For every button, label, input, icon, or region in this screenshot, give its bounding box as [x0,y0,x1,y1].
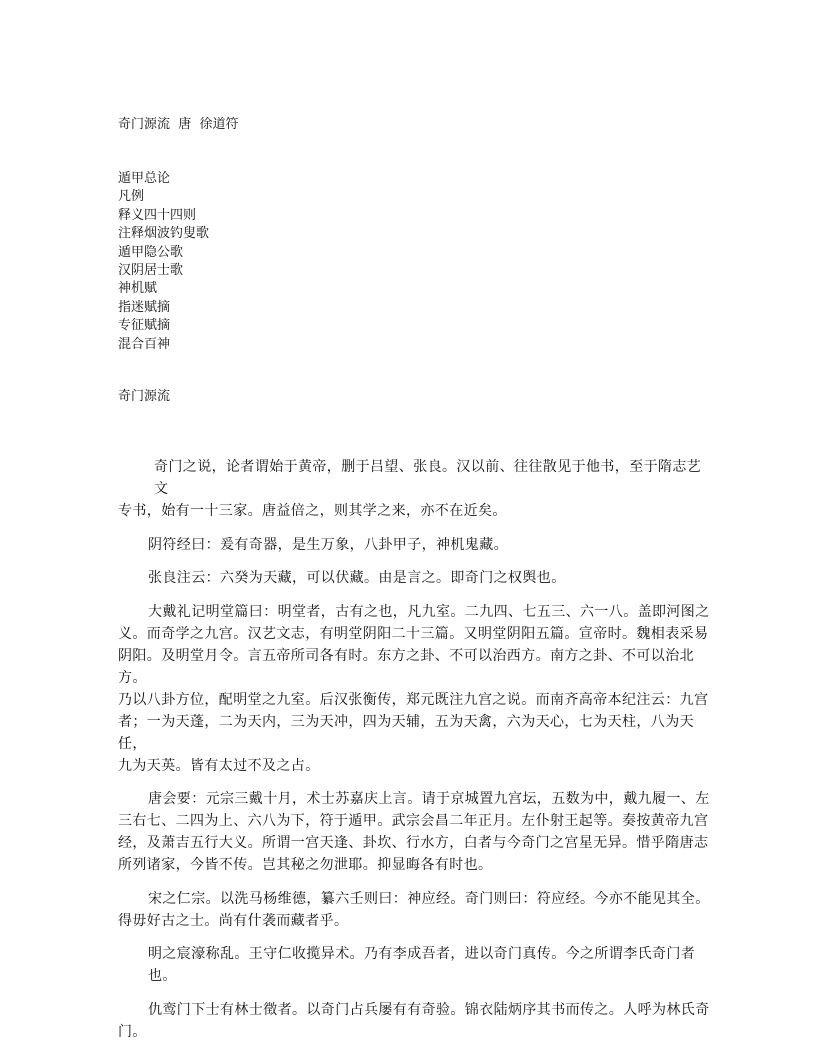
paragraph [118,788,710,876]
toc-item: 注释烟波钓叟歌 [118,226,210,242]
table-of-contents [118,170,209,354]
paragraph-line: 大戴礼记明堂篇曰：明堂者，古有之也，凡九室。二九四、七五三、六一八。盖即河图之 [148,603,710,620]
paragraph [118,567,710,589]
paragraph-line: 仇鸾门下士有林士徵者。以奇门占兵屡有有奇验。锦衣陆炳序其书而传之。人呼为林氏奇 [148,1001,710,1018]
paragraph [118,888,710,932]
paragraph-line: 三右七、二四为上、六八为下，符于遁甲。武宗会昌二年正月。左仆射王起等。奏按黄帝九宫 [118,813,709,829]
toc-item: 释义四十四则 [118,207,197,223]
paragraph [118,456,710,522]
paragraph-line: 乃以八卦方位，配明堂之九室。后汉张衡传，郑元既注九宫之说。而南齐高帝本纪注云：九宫 [118,691,709,708]
toc-item: 凡例 [118,189,145,205]
paragraph-line: 阴阳。及明堂月令。言五帝所司各有时。东方之卦、不可以治西方。南方之卦、不可以治北方。 [118,647,694,686]
toc-item: 汉阴居士歌 [118,263,184,279]
toc-item: 神机赋 [118,281,158,297]
toc-item: 遁甲隐公歌 [118,244,184,260]
paragraph-line: 明之宸濠称乱。王守仁收揽异术。乃有李成吾者，进以奇门真传。今之所谓李氏奇门者也。 [148,946,696,984]
section-title: 奇门源流 [118,389,171,404]
paragraph-line: 九为天英。皆有太过不及之占。 [118,757,320,774]
paragraph-line: 张良注云：六癸为天藏，可以伏藏。由是言之。即奇门之权舆也。 [148,570,566,586]
toc-item: 指迷赋摘 [118,299,171,315]
toc-item: 专征赋摘 [118,318,171,334]
toc-item: 混合百神 [118,336,171,352]
paragraph [118,999,710,1043]
body-text [118,456,710,1054]
paragraph [118,943,710,987]
paragraph-line: 奇门之说，论者谓始于黄帝，删于吕望、张良。汉以前、往往散见于他书，至于隋志艺文 [154,459,702,497]
paragraph-line: 专书，始有一十三家。唐益倍之，则其学之来，亦不在近矣。 [118,503,507,519]
paragraph-line: 门。 [118,1023,147,1040]
toc-item: 遁甲总论 [118,171,171,186]
document-title: 奇门源流 唐 徐道符 [118,117,239,132]
paragraph-line: 得毋好古之士。尚有什袭而藏者乎。 [118,912,349,929]
paragraph [118,534,710,556]
paragraph-line: 所列诸家，今皆不传。岂其秘之勿泄耶。抑显晦各有时也。 [118,857,493,873]
paragraph-line: 阴符经曰：爰有奇器，是生万象，八卦甲子，神机鬼藏。 [148,536,508,553]
paragraph-line: 者；一为天蓬，二为天内，三为天冲，四为天辅，五为天禽，六为天心，七为天柱，八为天任， [118,713,694,752]
paragraph-line: 宋之仁宗。以洗马杨维德，纂六壬则曰：神应经。奇门则曰：符应经。今亦不能见其全。 [148,890,710,907]
paragraph-line: 经，及萧吉五行大义。所谓一宫天逢、卦坎、行水方，白者与今奇门之宫星无异。惜乎隋唐志 [118,835,709,851]
paragraph-line: 义。而奇学之九宫。汉艺文志，有明堂阴阳二十三篇。又明堂阴阳五篇。宣帝时。魏相表采易 [118,625,709,642]
paragraph-line: 唐会要：元宗三戴十月，术士苏嘉庆上言。请于京城置九宫坛，五数为中，戴九履一、左 [148,791,710,807]
paragraph [118,601,710,777]
